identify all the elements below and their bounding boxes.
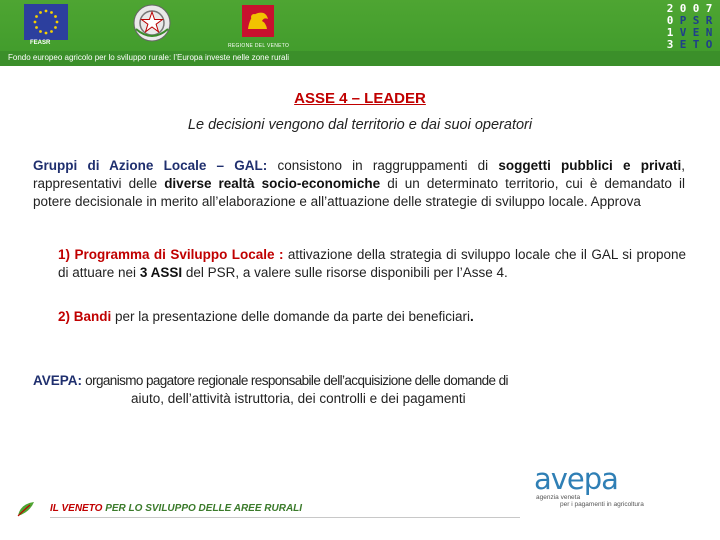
avepa-text-2: aiuto, dell’attività istruttoria, dei controlli e dei pagamenti <box>131 391 466 406</box>
lion-of-st-mark-icon <box>240 3 276 39</box>
programma-label: 1) Programma di Sviluppo Locale : <box>58 247 284 262</box>
psr-char: T <box>692 38 700 51</box>
star-emblem-icon <box>132 3 172 43</box>
leaf-shape-icon <box>16 500 36 518</box>
header-banner <box>0 0 720 66</box>
footer-slogan-highlight: IL VENETO <box>50 503 103 514</box>
regione-veneto-logo <box>240 3 276 39</box>
gal-text-2: , rappresentativi delle <box>33 158 685 191</box>
avepa-paragraph <box>33 372 673 408</box>
psr-char: 0 <box>692 2 700 15</box>
gal-label: Gruppi di Azione Locale – GAL: <box>33 158 268 173</box>
psr-char: 1 <box>666 26 674 39</box>
gal-text-3: di un determinato territorio, cui è demandato il potere decisionale in merito all’elaborazione e all’attuazione delle strategie di sviluppo locale. Approva <box>33 176 685 209</box>
footer-divider <box>50 517 520 518</box>
psr-char: 3 <box>666 38 674 51</box>
header-caption: Fondo europeo agricolo per lo sviluppo rurale: l’Europa investe nelle zone rurali <box>8 53 290 62</box>
avepa-logo-subtitle-1: agenzia veneta <box>536 494 581 501</box>
psr-char: P <box>679 14 687 27</box>
italian-republic-emblem <box>132 3 172 43</box>
bandi-label: 2) Bandi <box>58 309 112 324</box>
psr-char: 0 <box>666 14 674 27</box>
psr-char: N <box>705 26 713 39</box>
slide-subtitle: Le decisioni vengono dal territorio e dai suoi operatori <box>187 117 533 133</box>
eu-stars-icon <box>24 4 68 40</box>
avepa-label: AVEPA: <box>33 373 83 388</box>
bandi-dot: . <box>470 309 474 324</box>
footer-slogan <box>50 503 302 514</box>
gal-text-1: consistono in raggruppamenti di <box>267 158 499 173</box>
avepa-text-1: organismo pagatore regionale responsabile dell’acquisizione delle domande di <box>82 373 508 388</box>
avepa-logo-subtitle-2: per i pagamenti in agricoltura <box>560 501 644 508</box>
psr-char: R <box>705 14 713 27</box>
gal-paragraph <box>33 157 685 211</box>
gal-bold-1: soggetti pubblici e privati <box>498 158 682 173</box>
psr-char: 7 <box>705 2 713 15</box>
programma-text-1: attivazione della strategia di sviluppo locale che il GAL si propone di attuare nei <box>58 247 687 280</box>
psr-char: E <box>679 38 687 51</box>
leaf-icon <box>16 500 36 518</box>
bandi-text: per la presentazione delle domande da parte dei beneficiari <box>111 309 471 324</box>
slide-title: ASSE 4 – LEADER <box>294 90 426 107</box>
footer-slogan-rest: PER LO SVILUPPO DELLE AREE RURALI <box>102 503 303 514</box>
psr-char: 2 <box>666 2 674 15</box>
programma-bold: 3 ASSI <box>139 265 183 280</box>
avepa-logo: avepa <box>534 462 618 496</box>
eu-flag-logo <box>24 4 68 40</box>
programma-paragraph <box>58 246 686 282</box>
psr-char: S <box>692 14 700 27</box>
bandi-paragraph <box>58 308 686 326</box>
regione-veneto-label: REGIONE DEL VENETO <box>228 43 290 49</box>
gal-bold-2: diverse realtà socio-economiche <box>164 176 381 191</box>
psr-char: E <box>692 26 700 39</box>
psr-char: O <box>705 38 713 51</box>
psr-char: V <box>679 26 687 39</box>
psr-2007-2013-logo <box>664 3 714 50</box>
feasr-label: FEASR <box>30 40 51 46</box>
psr-char: 0 <box>679 2 687 15</box>
programma-text-2: del PSR, a valere sulle risorse disponibili per l’Asse 4. <box>182 265 508 280</box>
